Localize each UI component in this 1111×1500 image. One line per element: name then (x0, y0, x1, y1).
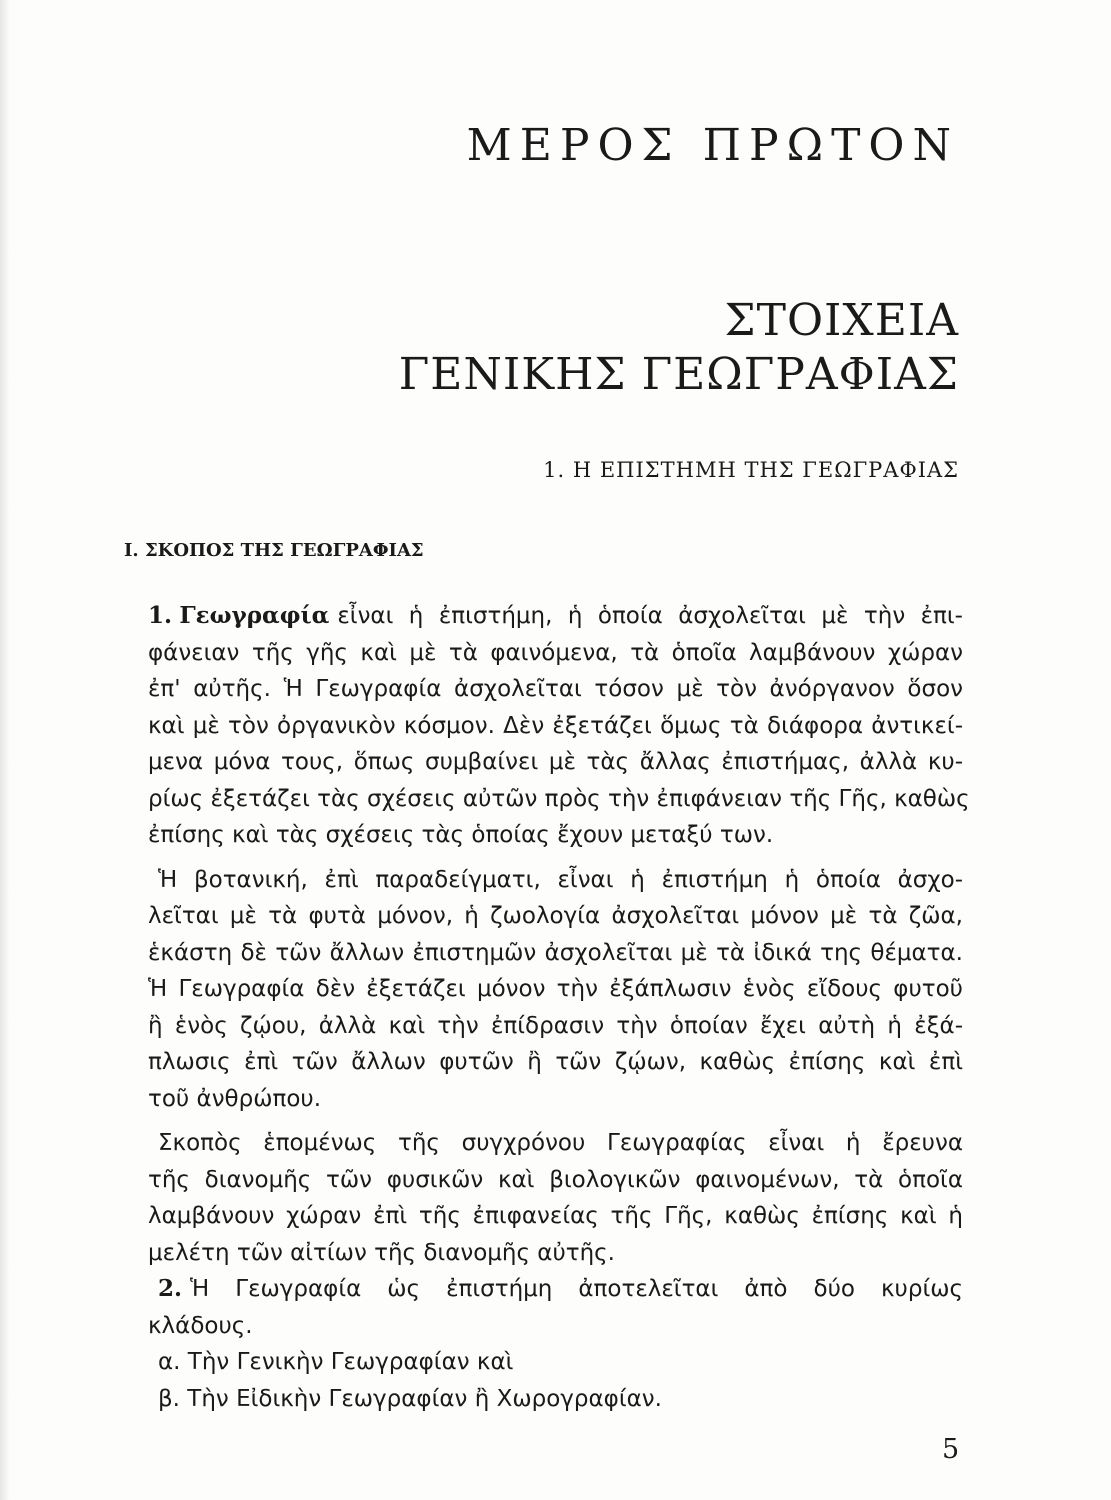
text-line: τῆς διανομῆς τῶν φυσικῶν καὶ βιολογικῶν φαινομένων, τὰ ὁποῖα (148, 1166, 963, 1193)
section-title (399, 294, 959, 402)
text-line: κλάδους. (148, 1312, 253, 1339)
text-line: ρίως ἐξετάζει τὰς σχέσεις αὐτῶν πρὸς τὴν ἐπιφάνειαν τῆς Γῆς, καθὼς (148, 785, 970, 812)
text-line (148, 598, 963, 635)
paragraph-number: 2. (158, 1275, 183, 1302)
section-title-line-2: ΓΕΝΙΚΗΣ ΓΕΩΓΡΑΦΙΑΣ (398, 349, 959, 400)
part-title: ΜΕΡΟΣ ΠΡΩΤΟΝ (466, 120, 959, 171)
paragraph-number: 1. (148, 602, 173, 629)
text-line: ἢ ἑνὸς ζῴου, ἀλλὰ καὶ τὴν ἐπίδρασιν τὴν ὁποίαν ἔχει αὐτὴ ἡ ἐξά- (148, 1012, 963, 1039)
text-line: Σκοπὸς ἑπομένως τῆς συγχρόνου Γεωγραφίας εἶναι ἡ ἔρευνα (158, 1130, 963, 1156)
text-line: ἑκάστη δὲ τῶν ἄλλων ἐπιστημῶν ἀσχολεῖται μὲ τὰ ἰδικά της θέματα. (148, 939, 963, 966)
term: Γεωγραφία (179, 602, 330, 629)
text-line-content: εἶναι ἡ ἐπιστήμη, ἡ ὁποία ἀσχολεῖται μὲ τὴν ἐπι- (337, 603, 963, 629)
page-number: 5 (942, 1434, 960, 1465)
text-line: ἐπ' αὐτῆς. Ἡ Γεωγραφία ἀσχολεῖται τόσον μὲ τὸν ἀνόργανον ὅσον (148, 676, 963, 702)
body-text (148, 598, 970, 1417)
text-line: Ἡ Γεωγραφία δὲν ἐξετάζει μόνον τὴν ἐξάπλωσιν ἑνὸς εἴδους φυτοῦ (148, 976, 963, 1002)
list-item: α. Τὴν Γενικὴν Γεωγραφίαν καὶ (158, 1349, 514, 1375)
section-title-line-1: ΣΤΟΙΧΕΙΑ (724, 295, 959, 346)
text-line: λεῖται μὲ τὰ φυτὰ μόνον, ἡ ζωολογία ἀσχολεῖται μόνον μὲ τὰ ζῶα, (148, 903, 963, 929)
text-line: Ἡ βοτανική, ἐπὶ παραδείγματι, εἶναι ἡ ἐπιστήμη ἡ ὁποία ἀσχο- (158, 866, 963, 893)
subsection-title: Ι. ΣΚΟΠΟΣ ΤΗΣ ΓΕΩΓΡΑΦΙΑΣ (124, 540, 424, 561)
text-line: λαμβάνουν χώραν ἐπὶ τῆς ἐπιφανείας τῆς Γῆς, καθὼς ἐπίσης καὶ ἡ (148, 1203, 963, 1229)
chapter-title: 1. Η ΕΠΙΣΤΗΜΗ ΤΗΣ ΓΕΩΓΡΑΦΙΑΣ (543, 458, 959, 482)
text-line: τοῦ ἀνθρώπου. (148, 1085, 322, 1112)
text-line: φάνειαν τῆς γῆς καὶ μὲ τὰ φαινόμενα, τὰ ὁποῖα λαμβάνουν χώραν (148, 639, 963, 666)
text-line: ἐπίσης καὶ τὰς σχέσεις τὰς ὁποίας ἔχουν μεταξύ των. (148, 822, 774, 848)
page-edge-shadow (0, 0, 10, 1500)
text-line: μενα μόνα τους, ὅπως συμβαίνει μὲ τὰς ἄλλας ἐπιστήμας, ἀλλὰ κυ- (148, 749, 963, 775)
text-line (148, 1271, 963, 1308)
text-line: μελέτη τῶν αἰτίων τῆς διανομῆς αὐτῆς. (148, 1239, 615, 1266)
text-line: πλωσις ἐπὶ τῶν ἄλλων φυτῶν ἢ τῶν ζῴων, καθὼς ἐπίσης καὶ ἐπὶ (148, 1049, 963, 1075)
text-line-content: Ἡ Γεωγραφία ὡς ἐπιστήμη ἀποτελεῖται ἀπὸ δύο κυρίως (190, 1276, 963, 1302)
list-item: β. Τὴν Εἰδικὴν Γεωγραφίαν ἢ Χωρογραφίαν. (158, 1385, 662, 1412)
text-line: καὶ μὲ τὸν ὀργανικὸν κόσμον. Δὲν ἐξετάζει ὅμως τὰ διάφορα ἀντικεί- (148, 712, 963, 739)
